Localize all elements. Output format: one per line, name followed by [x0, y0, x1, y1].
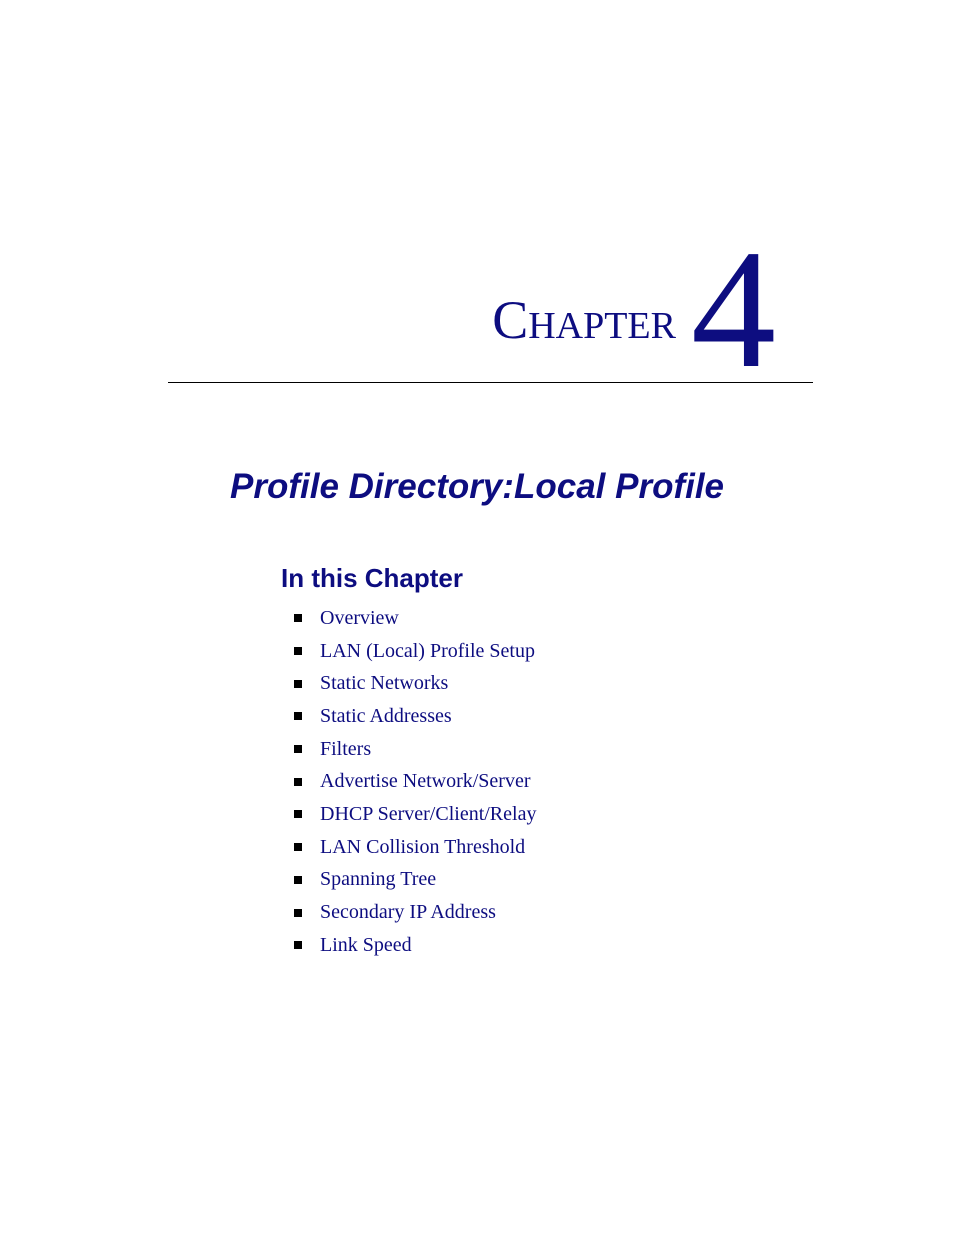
list-item-label: Spanning Tree	[320, 868, 437, 891]
square-bullet-icon	[294, 941, 302, 949]
square-bullet-icon	[294, 810, 302, 818]
list-item[interactable]	[294, 667, 536, 700]
list-item[interactable]	[294, 929, 536, 962]
square-bullet-icon	[294, 778, 302, 786]
chapter-label: Chapter	[492, 290, 676, 350]
square-bullet-icon	[294, 647, 302, 655]
square-bullet-icon	[294, 876, 302, 884]
chapter-heading	[0, 215, 954, 403]
chapter-divider	[168, 382, 813, 383]
list-item[interactable]	[294, 831, 536, 864]
list-item-label: DHCP Server/Client/Relay	[320, 802, 537, 825]
list-item-label: Overview	[320, 606, 399, 629]
square-bullet-icon	[294, 909, 302, 917]
list-item[interactable]	[294, 798, 536, 831]
list-item-label: Advertise Network/Server	[320, 770, 531, 793]
list-item-label: Link Speed	[320, 933, 412, 956]
list-item[interactable]	[294, 602, 536, 635]
section-heading: In this Chapter	[281, 563, 464, 593]
list-item-label: Static Networks	[320, 672, 449, 695]
square-bullet-icon	[294, 745, 302, 753]
chapter-title: Profile Directory:Local Profile	[230, 467, 725, 506]
list-item[interactable]	[294, 635, 536, 668]
list-item-label: Filters	[320, 737, 372, 760]
list-item-label: Static Addresses	[320, 704, 452, 727]
list-item[interactable]	[294, 700, 536, 733]
square-bullet-icon	[294, 680, 302, 688]
chapter-contents-list	[294, 602, 536, 962]
list-item[interactable]	[294, 733, 536, 766]
list-item-label: LAN (Local) Profile Setup	[320, 639, 535, 662]
square-bullet-icon	[294, 843, 302, 851]
list-item-label: Secondary IP Address	[320, 901, 496, 924]
square-bullet-icon	[294, 614, 302, 622]
list-item[interactable]	[294, 864, 536, 897]
chapter-number: 4	[691, 215, 776, 403]
list-item[interactable]	[294, 765, 536, 798]
list-item[interactable]	[294, 896, 536, 929]
square-bullet-icon	[294, 712, 302, 720]
list-item-label: LAN Collision Threshold	[320, 835, 526, 858]
